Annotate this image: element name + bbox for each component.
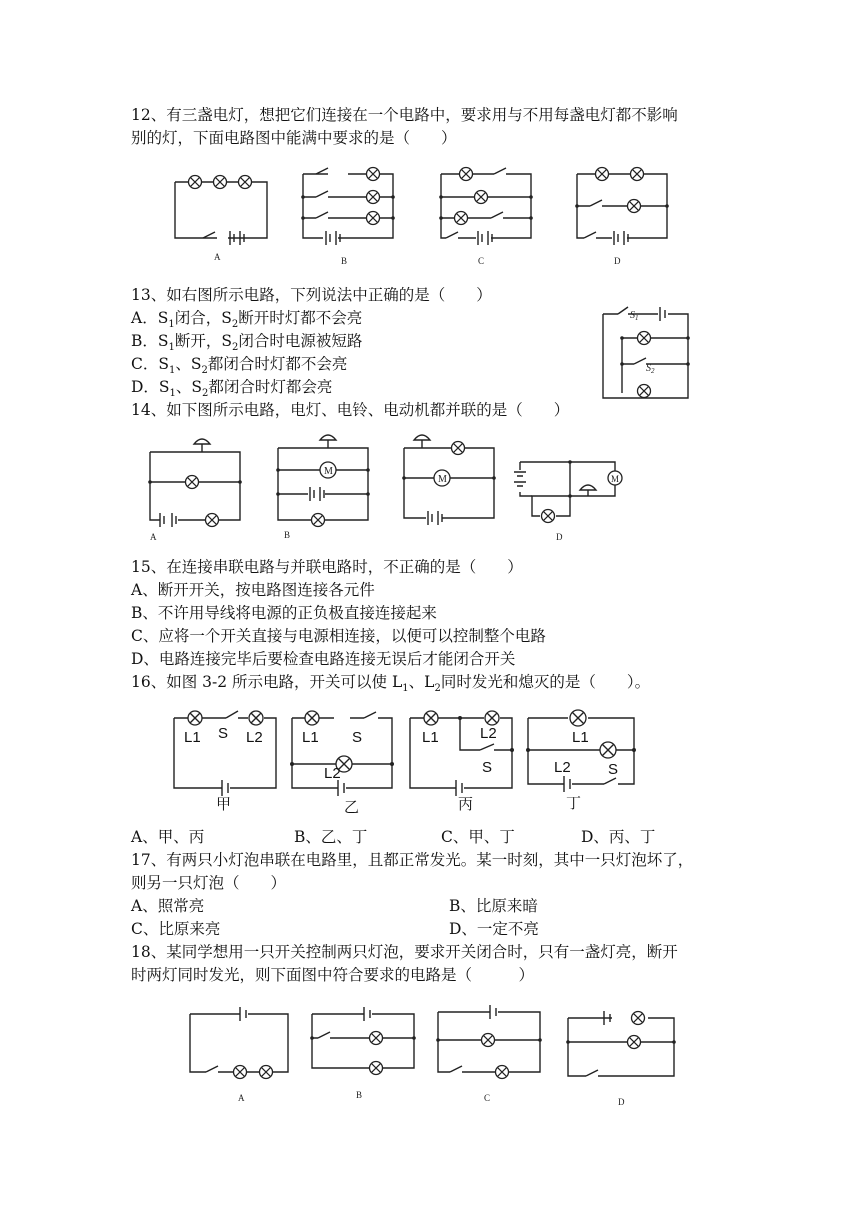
q13-option-d: D．$S_1$、$S_2$都闭合时灯都会亮	[131, 378, 333, 400]
q16-caption-ding: 丁	[566, 795, 582, 812]
q16-caption-bing: 丙	[458, 796, 474, 813]
q16-figure-ding	[524, 704, 640, 814]
q13-option-b: B．$S_1$断开，$S_2$闭合时电源被短路	[131, 332, 363, 354]
q14-figure-b	[270, 430, 380, 540]
q15-stem: 15、在连接串联电路与并联电路时，不正确的是（ ）	[131, 558, 523, 576]
q13-figure	[598, 298, 698, 408]
q16-yi-l1: L1	[302, 729, 319, 746]
q16-jia-l1: L1	[184, 729, 201, 746]
q18-label-c: C	[484, 1093, 491, 1103]
q16-jia-s: S	[218, 725, 229, 742]
q18-label-d: D	[618, 1097, 625, 1107]
q12-label-d: D	[614, 256, 621, 266]
q16-bing-l2: L2	[480, 725, 497, 742]
q12-label-c: C	[478, 256, 485, 266]
q12-label-b: B	[341, 256, 348, 266]
q15-option-c: C、应将一个开关直接与电源相连接，以便可以控制整个电路	[131, 627, 546, 645]
q14-c-motor: M	[438, 474, 447, 485]
q17-option-c: C、比原来亮	[131, 920, 221, 938]
q18-stem-line1: 18、某同学想用一只开关控制两只灯泡，要求开关闭合时，只有一盏灯亮，断开	[131, 943, 678, 961]
q12-stem-line2: 别的灯，下面电路图中能满中要求的是（ ）	[131, 129, 457, 147]
q16-bing-s: S	[482, 759, 493, 776]
q18-label-a: A	[238, 1093, 245, 1103]
q13-fig-s2: $S_2$	[646, 363, 655, 375]
q17-option-a: A、照常亮	[131, 897, 205, 915]
q18-label-b: B	[356, 1090, 363, 1100]
q14-label-a: A	[150, 532, 157, 542]
q15-option-b: B、不许用导线将电源的正负极直接连接起来	[131, 604, 437, 622]
q16-option-b: B、乙、丁	[294, 828, 368, 846]
q14-d-motor: M	[611, 474, 620, 484]
q16-yi-l2: L2	[324, 765, 341, 782]
q16-option-c: C、甲、丁	[441, 828, 515, 846]
q14-label-d: D	[556, 532, 563, 542]
q17-stem-line2: 则另一只灯泡（ ）	[131, 874, 287, 892]
q12-stem-line1: 12、有三盏电灯，想把它们连接在一个电路中，要求用与不用每盏电灯都不影响	[131, 106, 678, 124]
q14-figure-c	[396, 430, 506, 540]
q16-ding-l2: L2	[554, 759, 571, 776]
q15-option-a: A、断开开关，按电路图连接各元件	[131, 581, 375, 599]
q17-option-d: D、一定不亮	[449, 920, 539, 938]
q16-jia-l2: L2	[246, 729, 263, 746]
q14-b-motor: M	[324, 466, 333, 477]
q12-label-a: A	[214, 252, 221, 262]
q17-stem-line1: 17、有两只小灯泡串联在电路里，且都正常发光。某一时刻，其中一只灯泡坏了，	[131, 851, 694, 869]
q16-option-a: A、甲、丙	[131, 828, 205, 846]
q16-caption-yi: 乙	[344, 799, 360, 816]
q13-stem: 13、如右图所示电路，下列说法中正确的是（ ）	[131, 286, 492, 304]
q16-caption-jia: 甲	[216, 796, 232, 813]
q16-ding-s: S	[608, 761, 619, 778]
q16-option-d: D、丙、丁	[581, 828, 656, 846]
q14-figure-a	[142, 432, 252, 542]
q14-label-b: B	[284, 530, 291, 540]
q12-figure-d	[572, 164, 682, 268]
q12-figure-b	[298, 164, 408, 268]
q13-option-c: C．$S_1$、$S_2$都闭合时灯都不会亮	[131, 355, 348, 377]
q17-option-b: B、比原来暗	[449, 897, 538, 915]
q18-figure-d	[562, 1004, 682, 1114]
q12-figure-a	[170, 168, 280, 268]
q16-ding-l1: L1	[572, 729, 589, 746]
q16-figure-jia	[170, 706, 282, 813]
q12-figure-c	[436, 164, 546, 268]
q15-option-d: D、电路连接完毕后要检查电路连接无误后才能闭合开关	[131, 650, 516, 668]
q18-figure-b	[306, 1000, 418, 1104]
q18-stem-line2: 时两灯同时发光，则下面图中符合要求的电路是（ ）	[131, 966, 535, 984]
q13-fig-s1: $S_1$	[630, 310, 639, 322]
q18-figure-a	[184, 1004, 296, 1108]
q18-figure-c	[432, 1000, 544, 1104]
q14-figure-d	[510, 452, 630, 546]
q16-figure-bing	[404, 706, 516, 813]
q16-yi-s: S	[352, 729, 363, 746]
q14-stem: 14、如下图所示电路，电灯、电铃、电动机都并联的是（ ）	[131, 401, 570, 419]
q16-bing-l1: L1	[422, 729, 439, 746]
q16-stem: 16、如图 3-2 所示电路，开关可以使 $L_1$、$L_2$同时发光和熄灭的是（ ）。	[131, 673, 651, 695]
q13-option-a: A．$S_1$闭合，$S_2$断开时灯都不会亮	[131, 309, 363, 331]
q16-figure-yi	[288, 706, 400, 818]
